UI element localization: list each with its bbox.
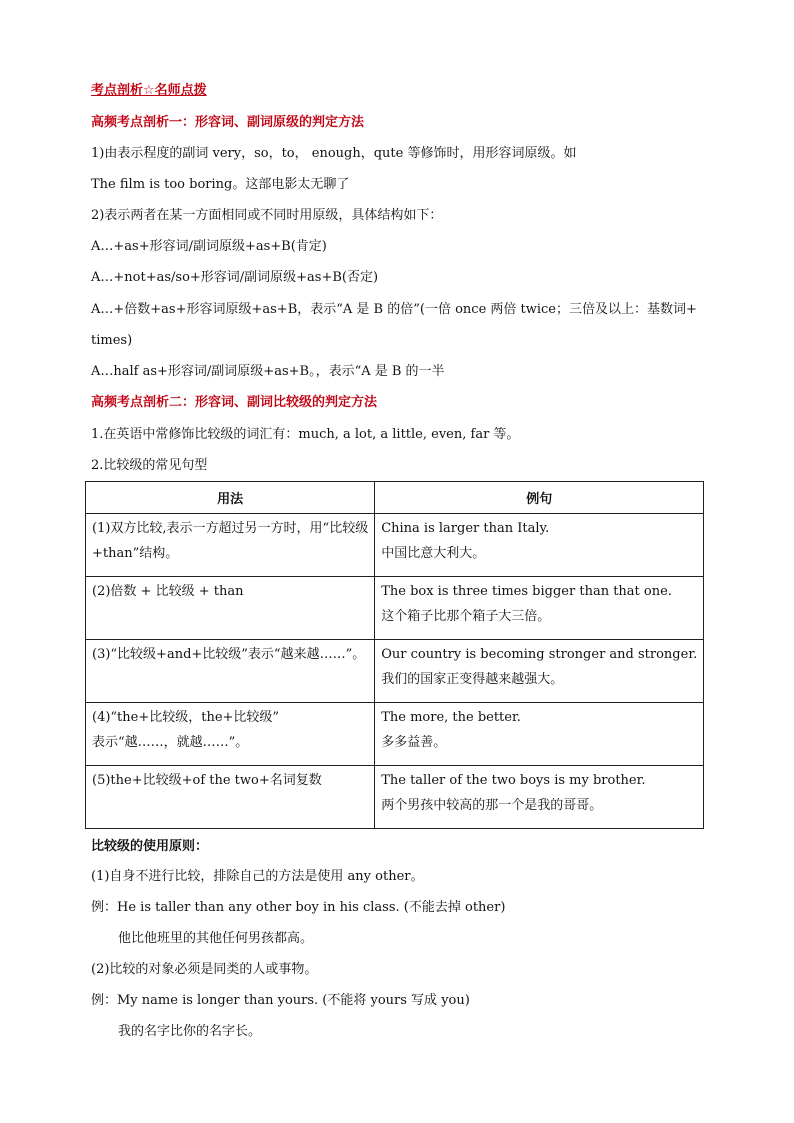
usage-text: (2)倍数 + 比较级 + than (92, 584, 244, 599)
main-heading: 考点剖析☆名师点拨 (91, 83, 207, 98)
example-text: 这个箱子比那个箱子大三倍。 (381, 609, 551, 624)
table-row (86, 766, 704, 829)
section1-paragraph: A…+not+as/so+形容词/副词原级+as+B(否定) (91, 270, 379, 285)
principle-translation: 他比他班里的其他任何男孩都高。 (118, 931, 314, 946)
usage-cell (86, 703, 375, 766)
section1-paragraph: times) (91, 333, 133, 348)
example-text: 中国比意大利大。 (381, 546, 486, 561)
table-row (86, 577, 704, 640)
usage-text: 表示“越……，就越……”。 (92, 735, 249, 750)
example-cell (375, 703, 704, 766)
example-text: The taller of the two boys is my brother. (381, 773, 646, 788)
example-text: China is larger than Italy. (381, 521, 550, 536)
principle-text: (2)比较的对象必须是同类的人或事物。 (91, 962, 318, 977)
usage-text: (4)“the+比较级，the+比较级” (92, 710, 280, 725)
section2-title: 高频考点剖析二：形容词、副词比较级的判定方法 (91, 395, 378, 410)
usage-cell (86, 766, 375, 829)
usage-cell (86, 640, 375, 703)
section1-paragraph: A…+倍数+as+形容词原级+as+B，表示“A 是 B 的倍”(一倍 once 两倍 twice；三倍及以上：基数词+ (91, 302, 697, 317)
principles-title: 比较级的使用原则： (91, 839, 209, 854)
section2-paragraph: 2.比较级的常见句型 (91, 458, 208, 473)
principle-text: (1)自身不进行比较，排除自己的方法是使用 any other。 (91, 869, 424, 884)
table-row (86, 514, 704, 577)
usage-cell (86, 577, 375, 640)
table-header-row (86, 482, 704, 514)
example-text: 多多益善。 (381, 735, 447, 750)
example-cell (375, 640, 704, 703)
section2-paragraph: 1.在英语中常修饰比较级的词汇有：much, a lot, a little, even, far 等。 (91, 427, 520, 442)
principle-translation: 我的名字比你的名字长。 (118, 1024, 262, 1039)
usage-text: +than”结构。 (92, 546, 179, 561)
table-row (86, 703, 704, 766)
example-cell (375, 766, 704, 829)
section1-paragraph: A…half as+形容词/副词原级+as+B。，表示“A 是 B 的一半 (91, 364, 445, 379)
section1-paragraph: The film is too boring。这部电影太无聊了 (91, 177, 350, 192)
example-text: 两个男孩中较高的那一个是我的哥哥。 (381, 798, 603, 813)
comparative-patterns-table (85, 481, 704, 829)
principle-example: 例：He is taller than any other boy in his class. (不能去掉 other) (91, 900, 506, 915)
section1-paragraph: A…+as+形容词/副词原级+as+B(肯定) (91, 239, 327, 254)
section1-paragraph: 1)由表示程度的副词 very，so，to， enough，qute 等修饰时，用形容词原级。如 (91, 146, 577, 161)
example-text: The more, the better. (381, 710, 521, 725)
section1-title: 高频考点剖析一：形容词、副词原级的判定方法 (91, 115, 365, 130)
table-header-example: 例句 (375, 482, 704, 514)
principle-example: 例：My name is longer than yours. (不能将 yours 写成 you) (91, 993, 470, 1008)
section1-paragraph: 2)表示两者在某一方面相同或不同时用原级，具体结构如下： (91, 208, 443, 223)
usage-text: (5)the+比较级+of the two+名词复数 (92, 773, 322, 788)
table-row (86, 640, 704, 703)
example-text: 我们的国家正变得越来越强大。 (381, 672, 564, 687)
example-text: The box is three times bigger than that one. (381, 584, 672, 599)
usage-text: (1)双方比较,表示一方超过另一方时，用“比较级 (92, 521, 369, 536)
usage-text: (3)“比较级+and+比较级”表示“越来越……”。 (92, 647, 366, 662)
table-header-usage: 用法 (86, 482, 375, 514)
example-text: Our country is becoming stronger and stronger. (381, 647, 698, 662)
example-cell (375, 577, 704, 640)
example-cell (375, 514, 704, 577)
usage-cell (86, 514, 375, 577)
